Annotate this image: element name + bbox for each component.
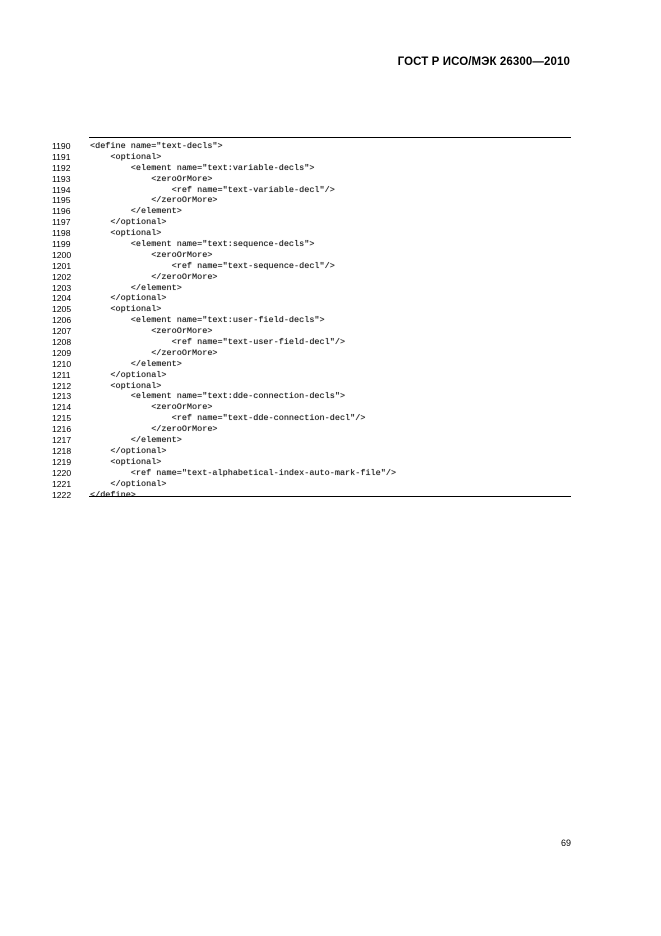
code-text: <optional> <box>90 456 162 467</box>
code-line <box>52 348 572 359</box>
code-line <box>52 217 572 228</box>
line-number: 1201 <box>52 260 72 271</box>
code-text: </element> <box>90 435 182 446</box>
code-text: </define> <box>90 489 136 500</box>
code-text: </optional> <box>90 369 167 380</box>
code-line <box>52 446 572 457</box>
code-text: <zeroOrMore> <box>90 326 213 337</box>
code-line <box>52 174 572 185</box>
line-number: 1221 <box>52 478 72 489</box>
code-text: <zeroOrMore> <box>90 402 213 413</box>
line-number: 1217 <box>52 435 72 446</box>
line-number: 1213 <box>52 391 72 402</box>
line-number: 1198 <box>52 228 71 239</box>
code-text: <optional> <box>90 228 162 239</box>
code-line <box>52 424 572 435</box>
code-line <box>52 435 572 446</box>
code-line <box>52 468 572 479</box>
code-line <box>52 457 572 468</box>
code-text: </zeroOrMore> <box>90 195 218 206</box>
page-number: 69 <box>560 838 571 848</box>
line-number: 1200 <box>52 249 72 260</box>
code-text: </zeroOrMore> <box>90 424 218 435</box>
line-number: 1204 <box>52 293 72 304</box>
line-number: 1194 <box>52 184 71 195</box>
code-listing <box>52 141 572 500</box>
code-line <box>52 250 572 261</box>
line-number: 1192 <box>52 162 71 173</box>
line-number: 1219 <box>52 456 72 467</box>
code-line <box>52 228 572 239</box>
code-text: <optional> <box>90 380 162 391</box>
code-line <box>52 141 572 152</box>
line-number: 1207 <box>52 326 72 337</box>
code-text: <ref name="text-variable-decl"/> <box>90 184 335 195</box>
code-text: </element> <box>90 358 182 369</box>
line-number: 1211 <box>52 369 71 380</box>
code-text: <element name="text:variable-decls"> <box>90 162 315 173</box>
code-text: </optional> <box>90 217 167 228</box>
line-number: 1203 <box>52 282 72 293</box>
code-text: <element name="text:dde-connection-decls"> <box>90 391 346 402</box>
listing-top-rule <box>89 137 571 138</box>
code-line <box>52 413 572 424</box>
code-text: <optional> <box>90 151 162 162</box>
code-line <box>52 359 572 370</box>
code-line <box>52 152 572 163</box>
line-number: 1195 <box>52 195 71 206</box>
line-number: 1199 <box>52 239 71 250</box>
line-number: 1214 <box>52 402 72 413</box>
line-number: 1202 <box>52 271 72 282</box>
line-number: 1206 <box>52 315 72 326</box>
line-number: 1191 <box>52 151 71 162</box>
code-text: <ref name="text-user-field-decl"/> <box>90 337 346 348</box>
code-line <box>52 304 572 315</box>
code-text: <define name="text-decls"> <box>90 141 223 151</box>
code-text: <zeroOrMore> <box>90 173 213 184</box>
code-line <box>52 381 572 392</box>
code-text: <element name="text:user-field-decls"> <box>90 315 325 326</box>
code-text: </optional> <box>90 478 167 489</box>
code-line <box>52 163 572 174</box>
code-text: <ref name="text-alphabetical-index-auto-mark-file"/> <box>90 467 397 478</box>
line-number: 1215 <box>52 413 72 424</box>
code-text: </element> <box>90 282 182 293</box>
line-number: 1212 <box>52 380 72 391</box>
code-line <box>52 293 572 304</box>
code-text: </zeroOrMore> <box>90 347 218 358</box>
code-line <box>52 402 572 413</box>
listing-bottom-rule <box>89 496 571 497</box>
line-number: 1220 <box>52 467 72 478</box>
line-number: 1197 <box>52 217 71 228</box>
code-line <box>52 239 572 250</box>
code-text: </zeroOrMore> <box>90 271 218 282</box>
code-line <box>52 283 572 294</box>
line-number: 1193 <box>52 173 71 184</box>
line-number: 1205 <box>52 304 72 315</box>
line-number: 1208 <box>52 337 72 348</box>
line-number: 1222 <box>52 489 72 500</box>
code-line <box>52 195 572 206</box>
code-text: <ref name="text-sequence-decl"/> <box>90 260 335 271</box>
line-number: 1216 <box>52 424 72 435</box>
line-number: 1190 <box>52 141 71 151</box>
code-line <box>52 326 572 337</box>
code-text: <zeroOrMore> <box>90 249 213 260</box>
code-text: <optional> <box>90 304 162 315</box>
code-line <box>52 370 572 381</box>
line-number: 1218 <box>52 445 72 456</box>
code-text: </element> <box>90 206 182 217</box>
code-line <box>52 479 572 490</box>
line-number: 1196 <box>52 206 71 217</box>
code-line <box>52 391 572 402</box>
code-line <box>52 272 572 283</box>
code-text: <element name="text:sequence-decls"> <box>90 239 315 250</box>
code-text: </optional> <box>90 293 167 304</box>
code-line <box>52 337 572 348</box>
code-line <box>52 185 572 196</box>
code-text: <ref name="text-dde-connection-decl"/> <box>90 413 366 424</box>
document-header: ГОСТ Р ИСО/МЭК 26300—2010 <box>397 56 570 68</box>
code-text: </optional> <box>90 445 167 456</box>
code-line <box>52 206 572 217</box>
line-number: 1210 <box>52 358 72 369</box>
line-number: 1209 <box>52 347 72 358</box>
code-line <box>52 490 572 501</box>
code-line <box>52 315 572 326</box>
code-line <box>52 261 572 272</box>
